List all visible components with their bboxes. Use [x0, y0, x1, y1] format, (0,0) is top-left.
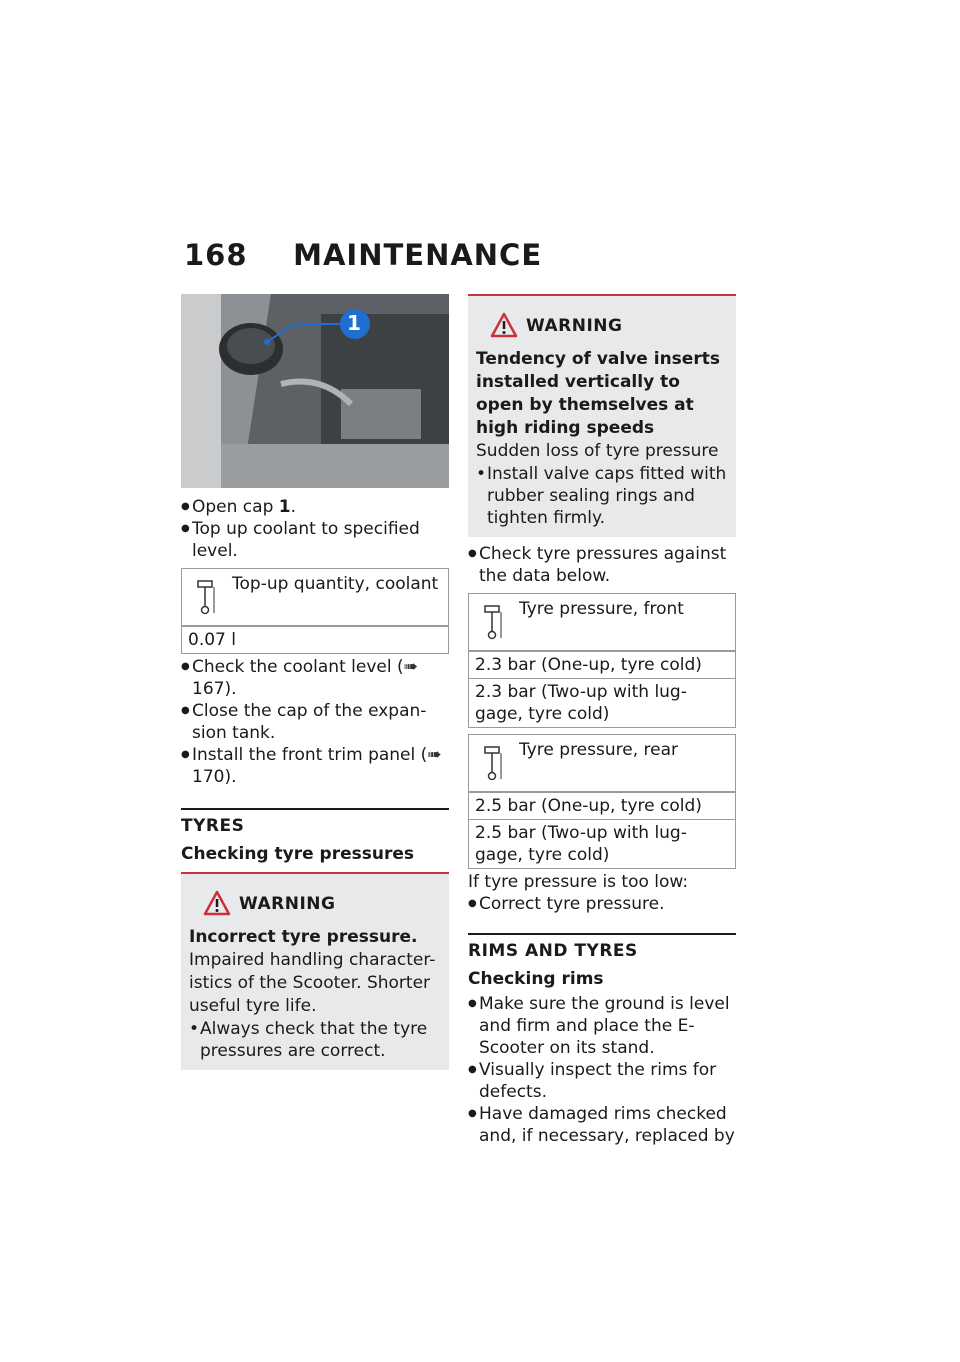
spec-table-rear — [468, 734, 736, 869]
page-number: 168 — [184, 238, 248, 272]
check-steps — [468, 543, 736, 587]
spec-table-coolant — [181, 568, 449, 654]
page-ref-link[interactable]: 170). — [192, 767, 237, 787]
right-column — [468, 294, 736, 1147]
low-pressure-text: If tyre pressure is too low: — [468, 872, 689, 892]
left-column — [181, 294, 449, 1070]
section-subtitle: Checking rims — [468, 969, 604, 989]
low-pressure-steps — [468, 893, 736, 915]
list-item: • Install valve caps fitted with rubber sealing rings and tighten firmly. — [476, 463, 728, 529]
section-tyres — [181, 808, 449, 864]
list-item: ● Make sure the ground is level and firm and place the E-Scooter on its stand. — [468, 993, 736, 1059]
list-item: ● Check tyre pressures against the data below. — [468, 543, 736, 587]
warning-box-valve-inserts — [468, 294, 736, 537]
page-ref-link[interactable]: 167). — [192, 679, 237, 699]
list-item: ● Close the cap of the expan-sion tank. — [181, 700, 449, 744]
spec-value: 0.07 l — [182, 626, 448, 653]
coolant-steps — [181, 496, 449, 562]
list-item: ● Check the coolant level (➠ 167). — [181, 656, 449, 700]
section-title: RIMS AND TYRES — [468, 941, 638, 961]
warning-label: WARNING — [239, 894, 336, 914]
spec-table-front — [468, 593, 736, 728]
gauge-icon — [481, 745, 503, 781]
spec-value: 2.3 bar (Two-up with lug-gage, tyre cold) — [469, 678, 735, 727]
spec-label: Top-up quantity, coolant — [232, 574, 439, 594]
list-item: ● Open cap 1. — [181, 496, 449, 518]
spec-value: 2.5 bar (Two-up with lug-gage, tyre cold) — [469, 819, 735, 868]
warning-title: Tendency of valve inserts installed vertically to open by themselves at high riding speeds — [476, 349, 720, 438]
warning-triangle-icon — [490, 312, 518, 338]
spec-label: Tyre pressure, front — [519, 599, 684, 619]
spec-value: 2.5 bar (One-up, tyre cold) — [469, 792, 735, 819]
warning-text: Sudden loss of tyre pressure — [476, 441, 719, 461]
spec-label: Tyre pressure, rear — [519, 740, 678, 760]
spec-value: 2.3 bar (One-up, tyre cold) — [469, 651, 735, 678]
section-subtitle: Checking tyre pressures — [181, 844, 415, 864]
warning-triangle-icon — [203, 890, 231, 916]
warning-box-tyre-pressure — [181, 872, 449, 1070]
rim-steps — [468, 993, 736, 1147]
list-item: ● Correct tyre pressure. — [468, 893, 736, 915]
list-item: ● Top up coolant to specified level. — [181, 518, 449, 562]
warning-text: Impaired handling character-istics of the Scooter. Shorter useful tyre life. — [189, 950, 436, 1016]
coolant-cap-photo — [181, 294, 449, 488]
gauge-icon — [481, 604, 503, 640]
page-header — [184, 238, 542, 272]
photo-callout-number: 1 — [347, 311, 361, 335]
coolant-steps-2 — [181, 656, 449, 788]
warning-title: Incorrect tyre pressure. — [189, 927, 418, 947]
section-rims — [468, 933, 736, 989]
list-item: ● Install the front trim panel (➠ 170). — [181, 744, 449, 788]
list-item: • Always check that the tyre pressures are correct. — [189, 1018, 441, 1062]
page-ref-arrow-icon: ➠ — [403, 657, 418, 677]
warning-label: WARNING — [526, 316, 623, 336]
section-title: TYRES — [181, 816, 245, 836]
page-title: MAINTENANCE — [293, 238, 543, 272]
list-item: ● Have damaged rims checked and, if necessary, replaced by — [468, 1103, 736, 1147]
page-ref-arrow-icon: ➠ — [427, 745, 442, 765]
gauge-icon — [194, 579, 216, 615]
list-item: ● Visually inspect the rims for defects. — [468, 1059, 736, 1103]
